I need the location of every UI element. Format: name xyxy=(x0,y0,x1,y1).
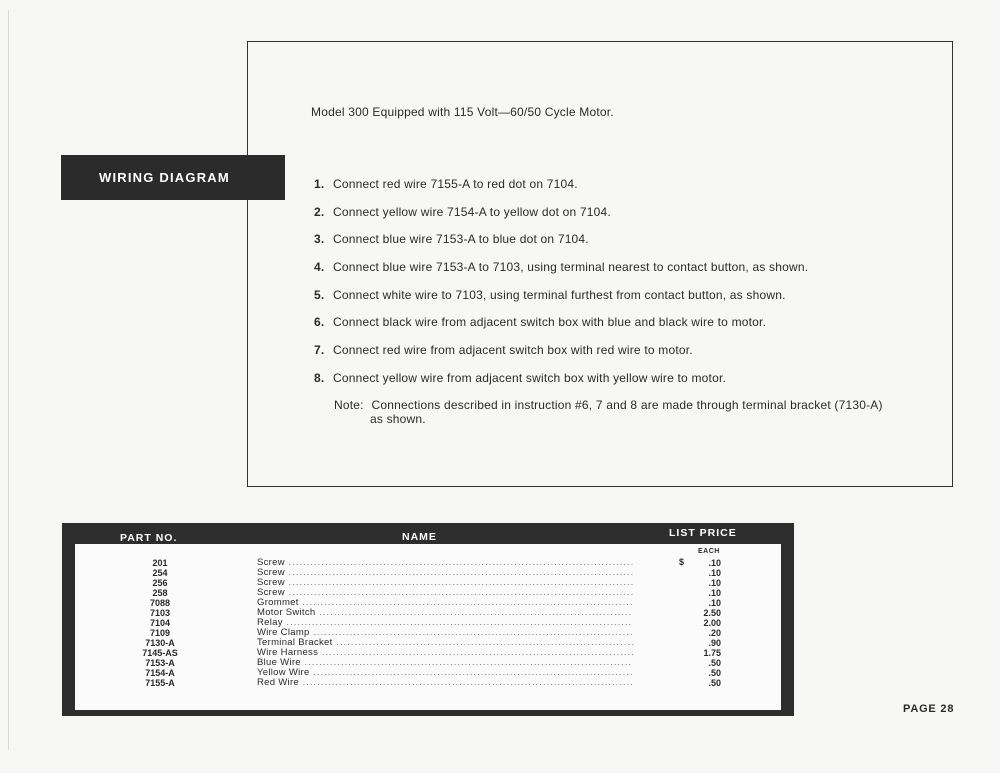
part-name: Screw ..... xyxy=(257,558,633,568)
note-line-1: Connections described in instruction #6, 7 and 8 are made through terminal bracket (7130-A) xyxy=(371,398,883,412)
part-name: Wire Clamp ..... xyxy=(257,628,633,638)
part-price: .20 xyxy=(708,628,721,638)
part-number: 258 xyxy=(152,588,168,598)
step-number: 2. xyxy=(314,204,325,219)
step-number: 1. xyxy=(314,177,325,191)
instruction-steps xyxy=(314,177,808,399)
parts-table-body xyxy=(75,544,781,710)
table-row xyxy=(75,558,781,568)
table-row xyxy=(75,648,781,658)
table-row xyxy=(75,588,781,598)
table-row xyxy=(75,678,781,688)
table-row xyxy=(75,628,781,638)
part-number: 7153-A xyxy=(145,658,175,668)
instruction-step xyxy=(314,288,808,316)
part-price: 2.00 xyxy=(703,618,721,628)
part-price: 2.50 xyxy=(703,608,721,618)
table-row xyxy=(75,568,781,578)
instruction-step xyxy=(314,343,808,371)
part-name: Screw ..... xyxy=(257,588,633,598)
part-number: 254 xyxy=(152,568,168,578)
part-number: 256 xyxy=(152,578,168,588)
part-number: 7154-A xyxy=(145,668,175,678)
step-text: Connect blue wire 7153-A to blue dot on 7104. xyxy=(333,232,589,247)
part-name: Yellow Wire ..... xyxy=(257,668,633,678)
table-row xyxy=(75,668,781,678)
each-label: EACH xyxy=(698,548,720,555)
part-name: Grommet ..... xyxy=(257,598,633,608)
part-no-header: PART NO. xyxy=(120,532,178,544)
parts-table xyxy=(62,523,794,716)
step-number: 6. xyxy=(314,315,325,330)
part-price: .10 xyxy=(708,558,721,568)
part-name: Relay ..... xyxy=(257,618,633,628)
step-text: Connect white wire to 7103, using terminal furthest from contact button, as shown. xyxy=(333,287,786,302)
part-price: .50 xyxy=(708,658,721,668)
table-row xyxy=(75,658,781,668)
part-number: 7088 xyxy=(149,598,171,608)
step-text: Connect red wire 7155-A to red dot on 7104. xyxy=(333,177,578,191)
part-price: .10 xyxy=(708,578,721,588)
table-row xyxy=(75,598,781,608)
step-text: Connect yellow wire 7154-A to yellow dot on 7104. xyxy=(333,204,611,219)
step-text: Connect red wire from adjacent switch box with red wire to motor. xyxy=(333,343,693,358)
part-name: Screw ..... xyxy=(257,578,633,588)
table-row xyxy=(75,608,781,618)
model-line: Model 300 Equipped with 115 Volt—60/50 Cycle Motor. xyxy=(311,105,614,119)
step-text: Connect yellow wire from adjacent switch box with yellow wire to motor. xyxy=(333,370,727,385)
part-number: 7109 xyxy=(149,628,171,638)
instruction-step xyxy=(314,260,808,288)
part-price: .10 xyxy=(708,598,721,608)
part-price: .10 xyxy=(708,568,721,578)
part-number: 7145-AS xyxy=(142,648,178,658)
instruction-step xyxy=(314,205,808,233)
step-text: Connect black wire from adjacent switch box with blue and black wire to motor. xyxy=(333,315,767,330)
part-number: 7103 xyxy=(149,608,171,618)
table-row xyxy=(75,618,781,628)
part-name: Blue Wire ..... xyxy=(257,658,633,668)
note-label: Note: xyxy=(334,398,364,412)
step-number: 7. xyxy=(314,343,325,358)
part-name: Red Wire ..... xyxy=(257,678,633,688)
part-name: Wire Harness ..... xyxy=(257,648,633,658)
instruction-step xyxy=(314,232,808,260)
part-name: Terminal Bracket ..... xyxy=(257,638,633,648)
step-number: 5. xyxy=(314,287,325,302)
part-number: 201 xyxy=(152,558,168,568)
step-number: 8. xyxy=(314,370,325,385)
instruction-step xyxy=(314,177,808,205)
page-number: PAGE 28 xyxy=(903,703,955,715)
step-number: 3. xyxy=(314,232,325,247)
table-row xyxy=(75,638,781,648)
instruction-step xyxy=(314,371,808,399)
part-name: Screw ..... xyxy=(257,568,633,578)
table-row xyxy=(75,578,781,588)
instruction-step xyxy=(314,315,808,343)
part-price: .90 xyxy=(708,638,721,648)
section-title xyxy=(61,155,285,200)
part-number: 7104 xyxy=(149,618,171,628)
part-price: 1.75 xyxy=(703,648,721,658)
page-edge-rule xyxy=(8,10,9,750)
list-price-header: LIST PRICE xyxy=(669,527,737,539)
part-price: .10 xyxy=(708,588,721,598)
part-price: .50 xyxy=(708,668,721,678)
note xyxy=(334,398,934,426)
step-number: 4. xyxy=(314,260,325,275)
part-name: Motor Switch ..... xyxy=(257,608,633,618)
section-title-text: WIRING DIAGRAM xyxy=(99,170,230,185)
part-number: 7130-A xyxy=(145,638,175,648)
step-text: Connect blue wire 7153-A to 7103, using terminal nearest to contact button, as shown. xyxy=(333,260,809,275)
part-price: .50 xyxy=(708,678,721,688)
note-line-2: as shown. xyxy=(370,412,426,426)
currency-symbol: $ xyxy=(679,557,685,567)
name-header: NAME xyxy=(402,531,437,543)
part-number: 7155-A xyxy=(145,678,175,688)
